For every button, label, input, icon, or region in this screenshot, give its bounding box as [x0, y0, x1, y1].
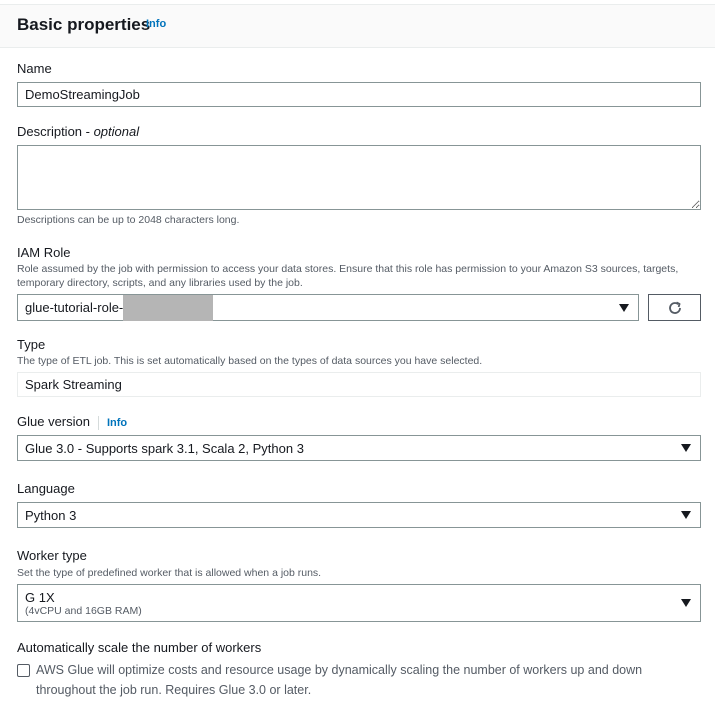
language-value: Python 3 [25, 507, 77, 523]
glue-version-select[interactable] [17, 435, 701, 461]
name-label: Name [17, 61, 52, 76]
language-select[interactable] [17, 502, 701, 528]
iam-role-value: glue-tutorial-role- [25, 300, 124, 315]
type-readonly-field [17, 372, 701, 397]
autoscale-description: AWS Glue will optimize costs and resource usage by dynamically scaling the number of workers up and down throughout the job run. Requires Glue 3.0 or later. [36, 663, 643, 697]
worker-type-detail: (4vCPU and 16GB RAM) [25, 604, 142, 617]
iam-role-select[interactable] [17, 294, 639, 321]
worker-type-value: G 1X [25, 589, 55, 605]
section-header [0, 5, 715, 48]
glue-version-label [17, 414, 127, 430]
iam-role-hint: Role assumed by the job with permission to access your data stores. Ensure that this role has permission to your Amazon S3 sources, targets, temporary directory, scripts, and any libraries used by the job. [17, 263, 679, 289]
label-divider [98, 416, 99, 430]
type-value: Spark Streaming [25, 377, 122, 392]
worker-type-label: Worker type [17, 548, 87, 563]
chevron-down-icon [619, 304, 629, 312]
refresh-button[interactable] [648, 294, 701, 321]
description-textarea[interactable] [17, 145, 701, 210]
description-hint: Descriptions can be up to 2048 characters long. [17, 214, 240, 226]
type-label: Type [17, 337, 46, 352]
glue-version-info-link[interactable]: Info [106, 417, 128, 429]
description-optional: optional [93, 124, 140, 139]
section-title: Basic properties [17, 15, 151, 34]
glue-version-label-text: Glue version [17, 414, 90, 429]
refresh-icon [667, 300, 683, 316]
name-input[interactable] [17, 82, 701, 107]
language-label: Language [17, 481, 75, 496]
autoscale-checkbox[interactable] [17, 664, 30, 677]
worker-type-select[interactable] [17, 584, 701, 622]
description-label-text: Description - [17, 124, 94, 139]
chevron-down-icon [681, 599, 691, 607]
worker-type-hint: Set the type of predefined worker that is allowed when a job runs. [17, 567, 322, 579]
description-label [17, 124, 139, 139]
type-hint: The type of ETL job. This is set automatically based on the types of data sources you have selected. [17, 355, 483, 367]
glue-version-value: Glue 3.0 - Supports spark 3.1, Scala 2, Python 3 [25, 440, 304, 456]
redacted-block [123, 295, 213, 321]
iam-role-label: IAM Role [17, 245, 71, 260]
autoscale-label: Automatically scale the number of workers [17, 640, 262, 655]
chevron-down-icon [681, 444, 691, 452]
chevron-down-icon [681, 511, 691, 519]
header-info-link[interactable]: Info [146, 18, 167, 30]
